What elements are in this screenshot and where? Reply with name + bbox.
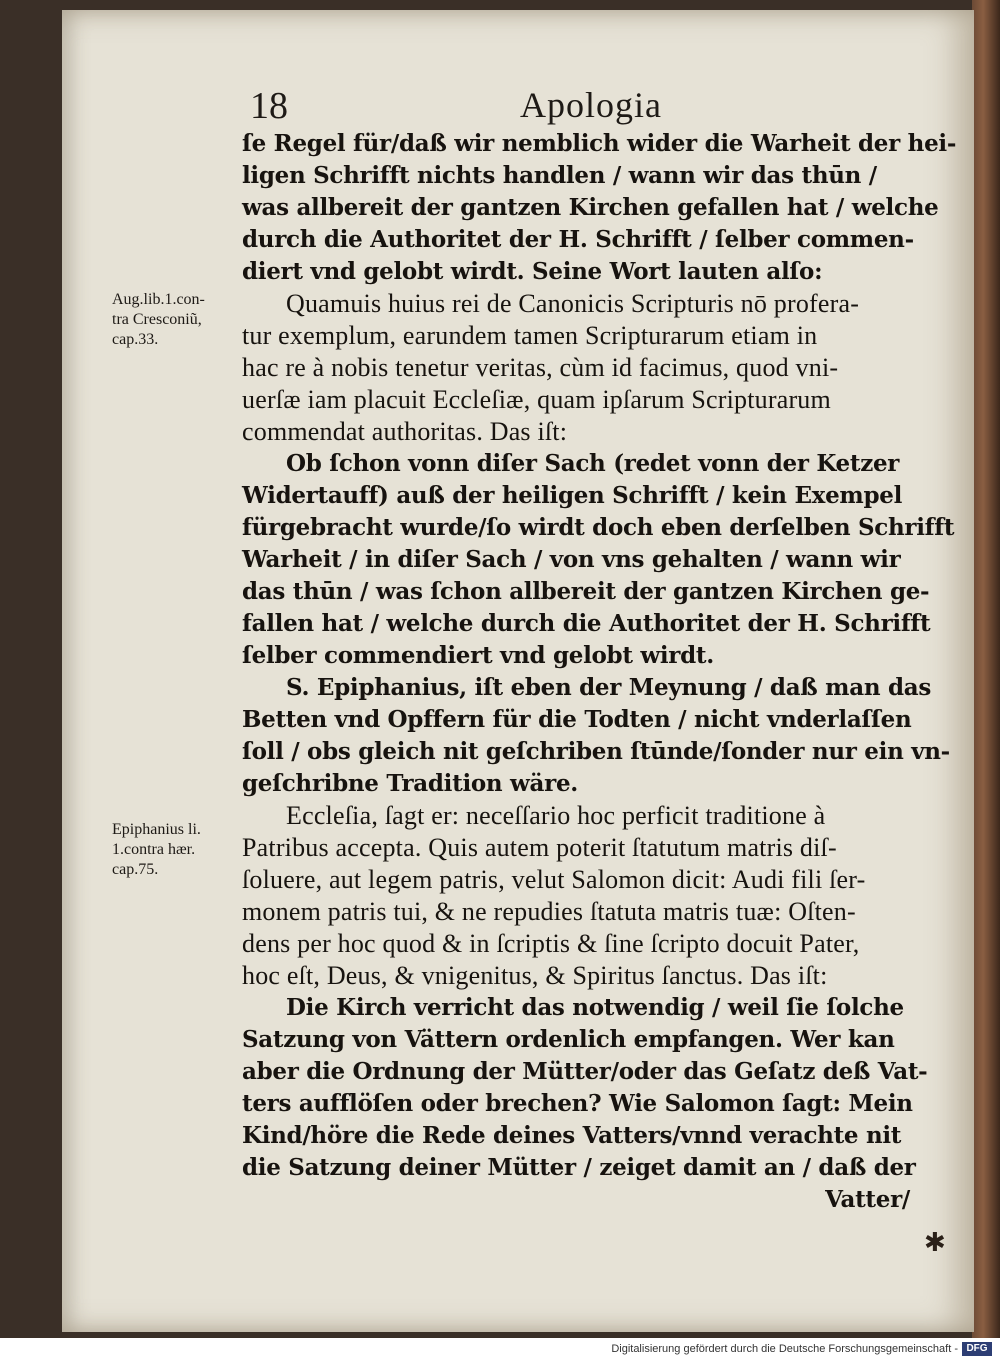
text-line: commendat authoritas. Das iſt: [242,417,568,446]
text-line: Quamuis huius rei de Canonicis Scripturis nō profera- [286,289,860,318]
text-line: ligen Schrifft nichts handlen / wann wir das thūn / [242,162,877,189]
text-line: Warheit / in diſer Sach / von vns gehalten / wann wir [242,546,901,573]
text-line: ſoll / obs gleich nit geſchriben ſtūnde/ſonder nur ein vn- [242,738,950,765]
text-line: dens per hoc quod & in ſcriptis & ſine ſcripto docuit Pater, [242,929,860,958]
text-line: geſchribne Tradition wäre. [242,770,579,797]
text-line: ſoluere, aut legem patris, velut Salomon dicit: Audi fili ſer- [242,865,866,894]
text-line: monem patris tui, & ne repudies ſtatuta matris tuæ: Oſten- [242,897,856,926]
sidenote-line: Aug.lib.1.con- [112,291,205,308]
text-line: uerſæ iam placuit Eccleſiæ, quam ipſarum Scripturarum [242,385,831,414]
text-line: was allbereit der gantzen Kirchen gefallen hat / welche [242,194,939,221]
text-line: Betten vnd Opffern für die Todten / nicht vnderlaſſen [242,706,912,733]
sidenote-epiphanius [112,820,252,880]
text-line: S. Epiphanius, iſt eben der Meynung / daß man das [286,674,931,701]
text-line: ſe Regel für/daß wir nemblich wider die Warheit der hei- [242,130,957,157]
body-text [242,128,957,1216]
book-spine [972,0,1000,1338]
text-line: diert vnd gelobt wirdt. Seine Wort lauten alſo: [242,258,823,285]
text-line: die Satzung deiner Mütter / zeiget damit an / daß der [242,1154,916,1181]
footer-credit: Digitalisierung gefördert durch die Deutsche Forschungsgemeinschaft - [611,1343,958,1355]
text-line: fallen hat / welche durch die Authoritet der H. Schrifft [242,610,931,637]
text-line: Die Kirch verricht das notwendig / weil ſie ſolche [286,994,904,1021]
sidenote-augustine [112,290,252,350]
text-line: hac re à nobis tenetur veritas, cùm id facimus, quod vni- [242,353,839,382]
sidenote-line: 1.contra hær. [112,841,196,858]
text-line: fürgebracht wurde/ſo wirdt doch eben derſelben Schrifft [242,514,955,541]
sidenote-line: cap.33. [112,331,159,348]
text-line: Satzung von Vättern ordenlich empfangen. Wer kan [242,1026,895,1053]
text-line: Kind/höre die Rede deines Vatters/vnnd verachte nit [242,1122,902,1149]
text-line: ters aufflöſen oder brechen? Wie Salomon ſagt: Mein [242,1090,913,1117]
sidenote-line: cap.75. [112,861,159,878]
text-line: tur exemplum, earundem tamen Scripturarum etiam in [242,321,818,350]
sidenote-line: tra Cresconiũ, [112,311,202,328]
dfg-logo: DFG [962,1342,992,1356]
text-line: Eccleſia, ſagt er: neceſſario hoc perficit traditione à [286,801,826,830]
text-line: Widertauff) auß der heiligen Schrifft / kein Exempel [242,482,903,509]
text-line: ſelber commendiert vnd gelobt wirdt. [242,642,714,669]
running-title: Apologia [520,85,662,125]
catchword-line: Vatter/ [825,1186,910,1213]
sidenote-line: Epiphanius li. [112,821,201,838]
text-line: das thūn / was ſchon allbereit der gantzen Kirchen ge- [242,578,930,605]
text-line: Patribus accepta. Quis autem poterit ſtatutum matris diſ- [242,833,837,862]
text-line: hoc eſt, Deus, & vnigenitus, & Spiritus ſanctus. Das iſt: [242,961,828,990]
text-line: Ob ſchon vonn diſer Sach (redet vonn der Ketzer [286,450,900,477]
page-number: 18 [250,85,288,127]
text-line: durch die Authoritet der H. Schrifft / ſelber commen- [242,226,914,253]
text-line: aber die Ordnung der Mütter/oder das Geſatz deß Vat- [242,1058,928,1085]
ornament-icon: ✱ [924,1228,946,1258]
footer-bar [0,1338,1000,1361]
